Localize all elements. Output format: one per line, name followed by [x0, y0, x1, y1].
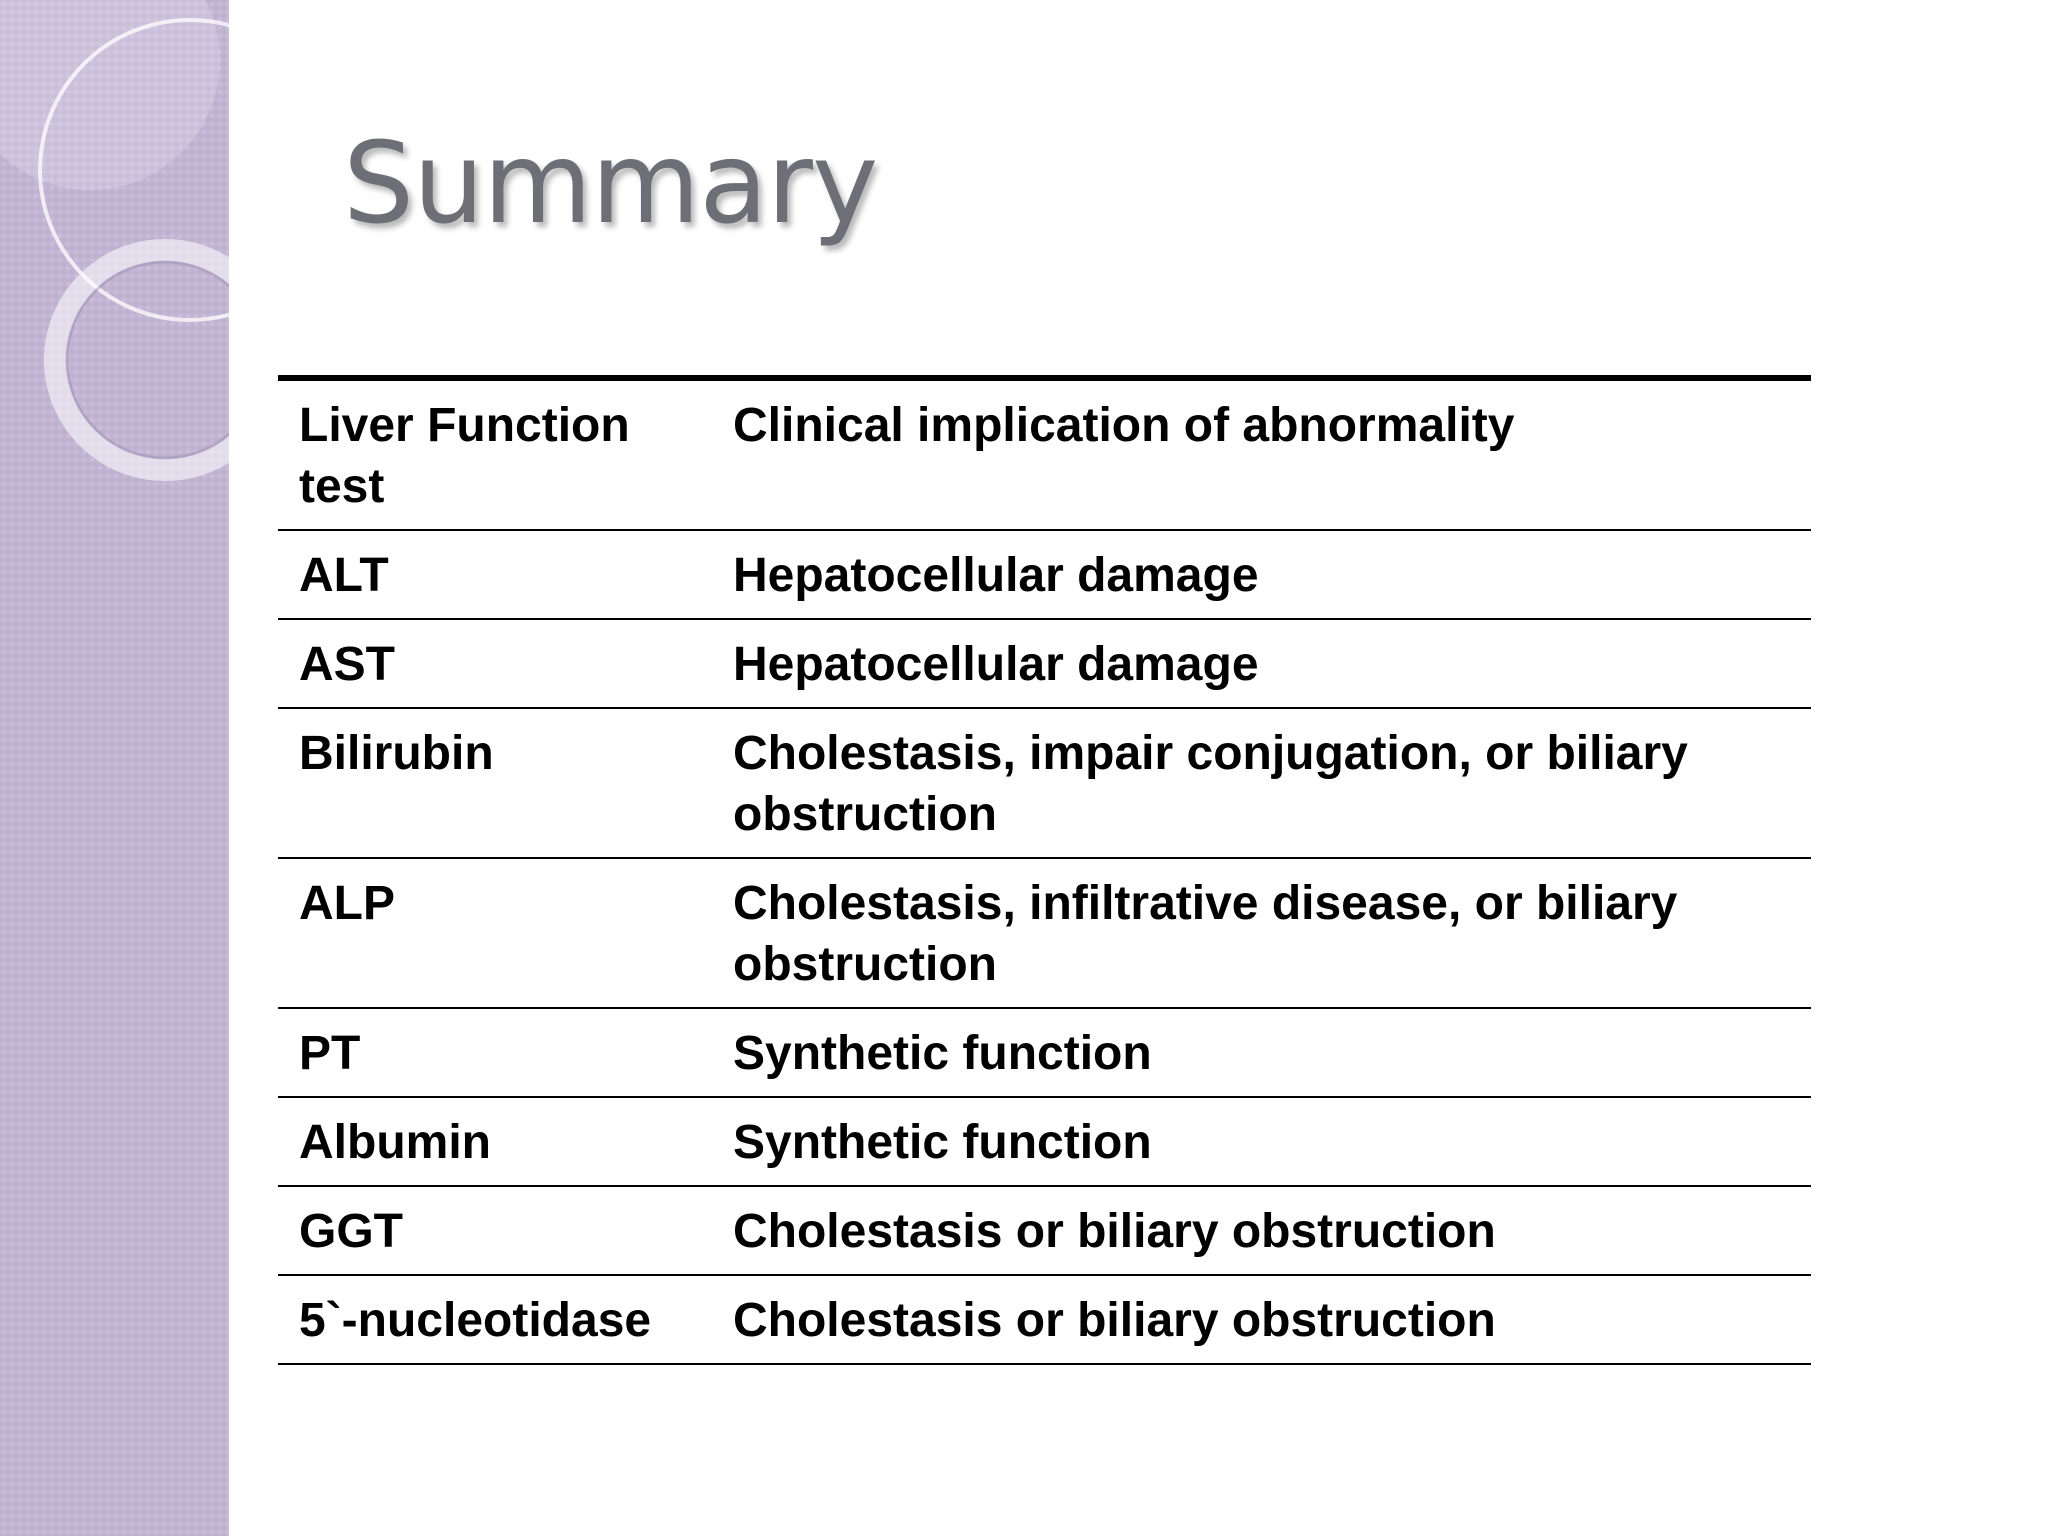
test-name-cell: AST	[299, 638, 395, 691]
implication-cell: Synthetic function	[733, 1027, 1152, 1080]
implication-cell: Hepatocellular damage	[733, 638, 1259, 691]
implication-cell: Synthetic function	[733, 1116, 1152, 1169]
header-liver-function-test: Liver Function test	[299, 399, 630, 513]
table-row	[278, 1008, 1811, 1097]
table-row	[278, 530, 1811, 619]
implication-cell: Cholestasis, infiltrative disease, or biliary obstruction	[733, 877, 1678, 991]
decorative-circles	[0, 0, 260, 520]
header-clinical-implication: Clinical implication of abnormality	[733, 399, 1515, 452]
ornament-circle-top-inner	[0, 0, 220, 190]
implication-cell: Cholestasis or biliary obstruction	[733, 1294, 1496, 1347]
test-name-cell: 5`-nucleotidase	[299, 1294, 652, 1347]
table-row	[278, 1097, 1811, 1186]
test-name-cell: PT	[299, 1027, 361, 1080]
test-name-cell: Albumin	[299, 1116, 491, 1169]
table-row	[278, 1275, 1811, 1364]
liver-function-table	[278, 375, 1811, 1365]
slide-title: Summary	[343, 119, 878, 249]
implication-cell: Cholestasis, impair conjugation, or biliary obstruction	[733, 727, 1688, 841]
table-row	[278, 858, 1811, 1008]
test-name-cell: GGT	[299, 1205, 403, 1258]
test-name-cell: ALP	[299, 877, 395, 930]
ornament-ring-lower	[55, 250, 275, 470]
test-name-cell: ALT	[299, 549, 389, 602]
table-header-row	[278, 378, 1811, 530]
table-row	[278, 708, 1811, 858]
test-name-cell: Bilirubin	[299, 727, 494, 780]
implication-cell: Cholestasis or biliary obstruction	[733, 1205, 1496, 1258]
table-row	[278, 1186, 1811, 1275]
implication-cell: Hepatocellular damage	[733, 549, 1259, 602]
ornament-ring-lower-shadow	[67, 262, 263, 458]
table-row	[278, 619, 1811, 708]
